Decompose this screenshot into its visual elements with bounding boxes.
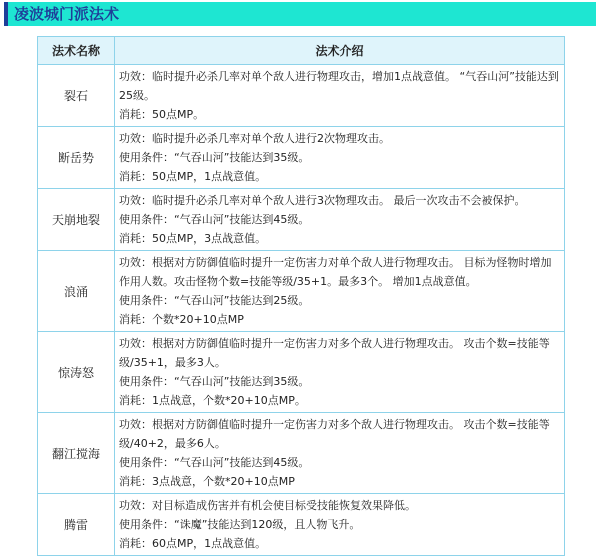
spell-description	[115, 251, 564, 331]
spell-name: 断岳势	[38, 127, 114, 188]
spell-effect: 功效：根据对方防御值临时提升一定伤害力对多个敌人进行物理攻击。 攻击个数=技能等级/35+1，最多3人。	[119, 337, 550, 369]
table-row	[38, 494, 564, 555]
spell-effect: 功效：临时提升必杀几率对单个敌人进行2次物理攻击。	[119, 132, 390, 145]
spell-description	[115, 494, 564, 555]
spell-cost: 消耗：50点MP，3点战意值。	[119, 232, 267, 245]
spell-cost: 消耗：50点MP，1点战意值。	[119, 170, 267, 183]
table-row	[38, 332, 564, 412]
column-header-description: 法术介绍	[115, 37, 564, 64]
table-row	[38, 413, 564, 493]
spell-name: 惊涛怒	[38, 332, 114, 412]
column-header-name: 法术名称	[38, 37, 114, 64]
spell-cost: 消耗：3点战意，个数*20+10点MP	[119, 475, 295, 488]
spell-name: 翻江搅海	[38, 413, 114, 493]
table-row	[38, 251, 564, 331]
spell-name: 天崩地裂	[38, 189, 114, 250]
spell-effect: 功效：根据对方防御值临时提升一定伤害力对单个敌人进行物理攻击。 目标为怪物时增加作用人数。攻击怪物个数=技能等级/35+1。最多3个。 增加1点战意值。	[119, 256, 552, 288]
spell-description	[115, 65, 564, 126]
table-row	[38, 127, 564, 188]
spell-effect: 功效：临时提升必杀几率对单个敌人进行物理攻击，增加1点战意值。 “气吞山河”技能达到25级。	[119, 70, 559, 102]
spell-effect: 功效：对目标造成伤害并有机会使目标受技能恢复效果降低。	[119, 499, 416, 512]
spell-condition: 使用条件：“气吞山河”技能达到35级。	[119, 375, 310, 388]
spell-description	[115, 332, 564, 412]
page-title: 凌波城门派法术	[14, 5, 120, 23]
spell-description	[115, 189, 564, 250]
spell-table	[37, 36, 565, 556]
spell-condition: 使用条件：“诛魔”技能达到120级，且人物飞升。	[119, 518, 361, 531]
spell-name: 腾雷	[38, 494, 114, 555]
spell-condition: 使用条件：“气吞山河”技能达到35级。	[119, 151, 310, 164]
spell-condition: 使用条件：“气吞山河”技能达到45级。	[119, 213, 310, 226]
spell-cost: 消耗：60点MP，1点战意值。	[119, 537, 267, 550]
spell-description	[115, 127, 564, 188]
spell-cost: 消耗：个数*20+10点MP	[119, 313, 244, 326]
spell-condition: 使用条件：“气吞山河”技能达到25级。	[119, 294, 310, 307]
table-header-row	[38, 37, 564, 64]
spell-description	[115, 413, 564, 493]
spell-condition: 使用条件：“气吞山河”技能达到45级。	[119, 456, 310, 469]
spell-effect: 功效：根据对方防御值临时提升一定伤害力对多个敌人进行物理攻击。 攻击个数=技能等级/40+2，最多6人。	[119, 418, 550, 450]
spell-name: 浪涌	[38, 251, 114, 331]
page-header	[4, 2, 596, 26]
spell-effect: 功效：临时提升必杀几率对单个敌人进行3次物理攻击。 最后一次攻击不会被保护。	[119, 194, 526, 207]
table-row	[38, 65, 564, 126]
spell-cost: 消耗：1点战意，个数*20+10点MP。	[119, 394, 306, 407]
table-row	[38, 189, 564, 250]
spell-name: 裂石	[38, 65, 114, 126]
spell-cost: 消耗：50点MP。	[119, 108, 205, 121]
